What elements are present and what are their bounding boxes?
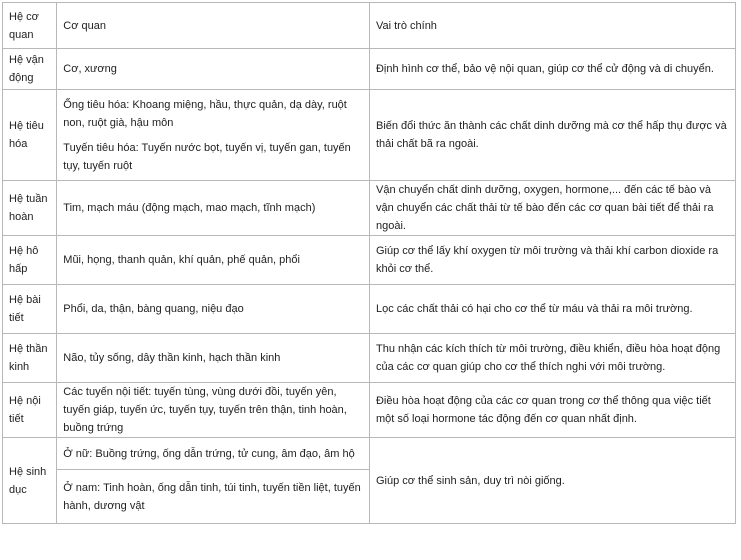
organs-cell: Mũi, họng, thanh quản, khí quản, phế quản, phổi [57, 236, 370, 285]
organs-cell: Cơ, xương [57, 49, 370, 90]
organs-cell: Các tuyến nội tiết: tuyến tùng, vùng dưới đồi, tuyến yên, tuyến giáp, tuyến ức, tuyến tụy, tuyến trên thận, tinh hoàn, buồng trứng [57, 383, 370, 438]
table-row [3, 383, 736, 438]
role-cell: Vận chuyển chất dinh dưỡng, oxygen, hormone,... đến các tế bào và vận chuyển các chất thải từ tế bào đến các cơ quan bài tiết để thải ra ngoài. [369, 181, 735, 236]
system-cell: Hệ nội tiết [3, 383, 57, 438]
role-cell: Lọc các chất thải có hại cho cơ thể từ máu và thải ra môi trường. [369, 285, 735, 334]
table-header-row [3, 3, 736, 49]
system-cell: Hệ tiêu hóa [3, 90, 57, 181]
system-cell: Hệ hô hấp [3, 236, 57, 285]
role-cell: Biến đổi thức ăn thành các chất dinh dưỡng mà cơ thể hấp thụ được và thải chất bã ra ngoài. [369, 90, 735, 181]
table-row [3, 49, 736, 90]
role-cell: Định hình cơ thể, bảo vệ nội quan, giúp cơ thể cử động và di chuyển. [369, 49, 735, 90]
digestive-tract-text: Ống tiêu hóa: Khoang miệng, hầu, thực quản, dạ dày, ruột non, ruột già, hậu môn [63, 98, 347, 129]
organs-cell: Phổi, da, thận, bàng quang, niệu đạo [57, 285, 370, 334]
system-cell: Hệ tuần hoàn [3, 181, 57, 236]
header-organs: Cơ quan [57, 3, 370, 49]
role-cell: Giúp cơ thể lấy khí oxygen từ môi trường và thải khí carbon dioxide ra khỏi cơ thể. [369, 236, 735, 285]
table-row [3, 334, 736, 383]
table-row [3, 90, 736, 181]
organs-female-cell: Ở nữ: Buồng trứng, ống dẫn trứng, tử cung, âm đạo, âm hộ [57, 438, 370, 470]
organs-cell [57, 90, 370, 181]
header-system: Hệ cơ quan [3, 3, 57, 49]
organ-systems-table [2, 2, 736, 524]
table-row [3, 181, 736, 236]
role-cell: Giúp cơ thể sinh sản, duy trì nòi giống. [369, 438, 735, 524]
digestive-glands-text: Tuyến tiêu hóa: Tuyến nước bọt, tuyến vị, tuyến gan, tuyến tụy, tuyến ruột [63, 141, 351, 172]
table-row [3, 285, 736, 334]
organs-male-cell: Ở nam: Tinh hoàn, ống dẫn tinh, túi tinh, tuyến tiền liệt, tuyến hành, dương vật [57, 470, 370, 524]
role-cell: Điều hòa hoạt động của các cơ quan trong cơ thể thông qua việc tiết một số loại hormone tác động đến cơ quan nhất định. [369, 383, 735, 438]
system-cell: Hệ sinh dục [3, 438, 57, 524]
system-cell: Hệ vận động [3, 49, 57, 90]
table-row [3, 236, 736, 285]
system-cell: Hệ thần kinh [3, 334, 57, 383]
organs-cell: Não, tủy sống, dây thần kinh, hạch thần kinh [57, 334, 370, 383]
table-row [3, 438, 736, 470]
system-cell: Hệ bài tiết [3, 285, 57, 334]
organs-cell: Tim, mạch máu (động mạch, mao mạch, tĩnh mạch) [57, 181, 370, 236]
role-cell: Thu nhận các kích thích từ môi trường, điều khiển, điều hòa hoạt động của các cơ quan giúp cho cơ thể thích nghi với môi trường. [369, 334, 735, 383]
header-role: Vai trò chính [369, 3, 735, 49]
